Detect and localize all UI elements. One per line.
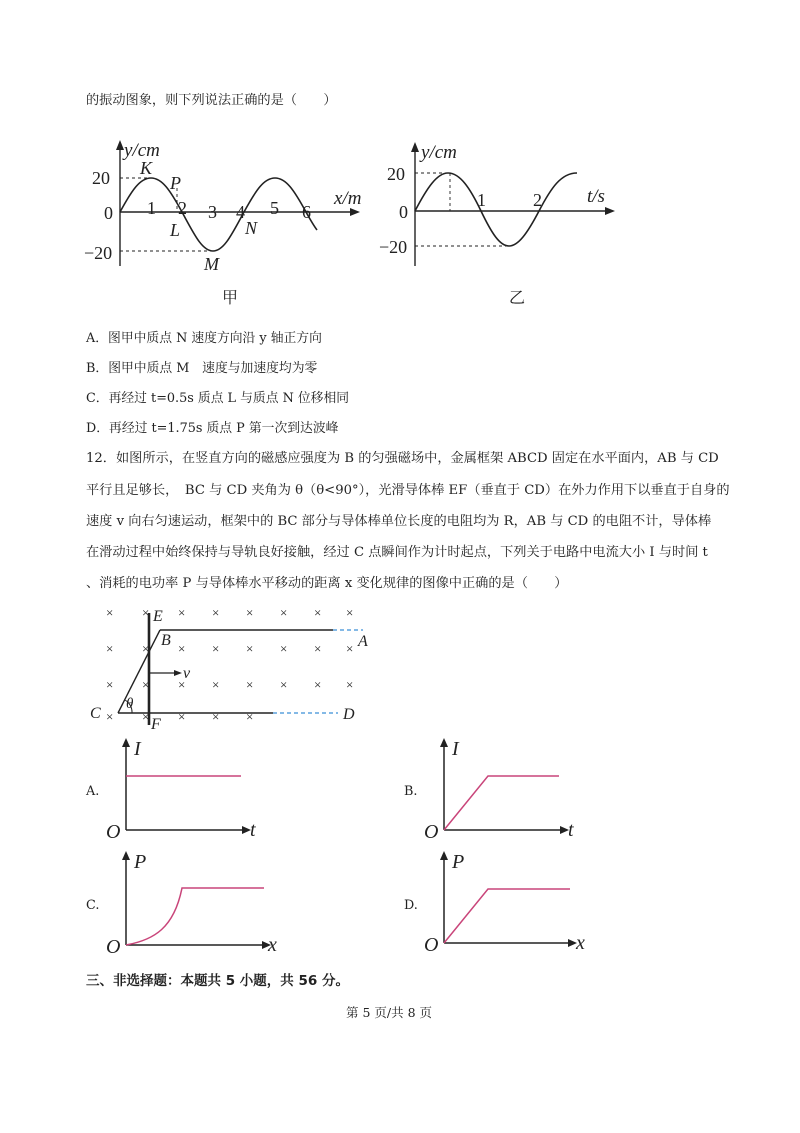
field-cross: × xyxy=(314,605,322,620)
frame-BC xyxy=(118,630,160,713)
label-D: D xyxy=(343,706,355,723)
graph-b-x: t xyxy=(568,819,574,841)
vib-origin: 0 xyxy=(399,202,408,222)
wave-tick: 1 xyxy=(147,198,156,218)
vib-tick: 2 xyxy=(533,190,542,210)
vib-x-label: t/s xyxy=(587,186,605,207)
q11-option-b: B．图甲中质点 M 速度与加速度均为零 xyxy=(86,361,318,376)
q11-option-a: A．图甲中质点 N 速度方向沿 y 轴正方向 xyxy=(86,331,322,346)
graph-option-d: D. xyxy=(404,898,418,913)
field-cross: × xyxy=(178,709,186,724)
graph-c-y: P xyxy=(134,851,147,873)
field-cross: × xyxy=(246,709,254,724)
wave-caption: 甲 xyxy=(222,288,239,307)
q12-line: 平行且足够长， BC 与 CD 夹角为 θ（θ<90°），光滑导体棒 EF（垂直于 CD）在外力作用下以垂直于自身的 xyxy=(86,483,730,498)
field-cross: × xyxy=(346,641,354,656)
answer-graph-b xyxy=(422,735,582,845)
field-cross: × xyxy=(346,605,354,620)
field-cross: × xyxy=(178,641,186,656)
graph-b-origin: O xyxy=(424,821,439,843)
wave-x-label: x/m xyxy=(334,188,362,209)
wave-y-label: y/cm xyxy=(124,140,160,161)
field-cross: × xyxy=(246,677,254,692)
point-M: M xyxy=(204,254,219,274)
wave-y-top: 20 xyxy=(92,168,110,188)
wave-tick: 4 xyxy=(236,202,245,222)
graph-option-c: C. xyxy=(86,898,100,913)
label-E: E xyxy=(153,608,163,625)
wave-tick: 2 xyxy=(178,198,187,218)
wave-origin: 0 xyxy=(104,203,113,223)
graph-c-x: x xyxy=(268,934,277,956)
field-cross: × xyxy=(280,641,288,656)
label-v: v xyxy=(183,665,191,682)
vib-y-top: 20 xyxy=(387,164,405,184)
answer-graph-c xyxy=(104,848,284,958)
field-cross: × xyxy=(346,677,354,692)
field-cross: × xyxy=(106,641,114,656)
wave-tick: 6 xyxy=(302,202,311,222)
field-cross: × xyxy=(142,677,150,692)
q12-line: 、消耗的电功率 P 与导体棒水平移动的距离 x 变化规律的图像中正确的是（ ） xyxy=(86,576,568,591)
vib-curve xyxy=(415,173,577,246)
field-cross: × xyxy=(280,677,288,692)
section-heading: 三、非选择题：本题共 5 小题，共 56 分。 xyxy=(86,973,349,989)
field-cross: × xyxy=(178,677,186,692)
vib-caption: 乙 xyxy=(509,288,526,307)
field-cross: × xyxy=(246,641,254,656)
label-C: C xyxy=(90,705,101,722)
field-cross: × xyxy=(314,677,322,692)
graph-option-a: A. xyxy=(86,784,100,799)
graph-c-origin: O xyxy=(106,936,121,958)
page-footer: 第 5 页/共 8 页 xyxy=(346,1005,433,1020)
q12-line: 速度 v 向右匀速运动，框架中的 BC 部分与导体棒单位长度的电阻均为 R，AB 与 CD 的电阻不计，导体棒 xyxy=(86,514,712,529)
field-cross: × xyxy=(280,605,288,620)
field-cross: × xyxy=(178,605,186,620)
answer-graph-d xyxy=(422,848,592,958)
label-A: A xyxy=(358,633,368,650)
field-cross: × xyxy=(246,605,254,620)
field-cross: × xyxy=(212,709,220,724)
q11-option-c: C．再经过 t=0.5s 质点 L 与质点 N 位移相同 xyxy=(86,391,350,406)
vib-y-bottom: −20 xyxy=(379,237,408,257)
wave-tick: 5 xyxy=(270,198,279,218)
q12-line: 在滑动过程中始终保持与导轨良好接触，经过 C 点瞬间作为计时起点，下列关于电路中电流大小 I 与时间 t xyxy=(86,545,708,560)
graph-a-y: I xyxy=(134,738,141,760)
field-cross: × xyxy=(314,641,322,656)
label-F: F xyxy=(151,716,161,733)
graph-a-x: t xyxy=(250,819,256,841)
label-B: B xyxy=(161,632,171,649)
field-cross: × xyxy=(142,641,150,656)
field-cross: × xyxy=(142,605,150,620)
point-K: K xyxy=(140,158,153,178)
point-N: N xyxy=(245,218,258,238)
field-cross: × xyxy=(212,605,220,620)
field-cross: × xyxy=(106,605,114,620)
vibration-graph xyxy=(365,140,625,290)
label-theta: θ xyxy=(126,696,134,712)
field-cross: × xyxy=(142,709,150,724)
curve-b xyxy=(444,776,559,830)
wave-y-bottom: −20 xyxy=(84,243,113,263)
field-cross: × xyxy=(106,677,114,692)
graph-d-y: P xyxy=(452,851,465,873)
field-cross: × xyxy=(106,709,114,724)
wave-tick: 3 xyxy=(208,202,217,222)
curve-d xyxy=(444,889,570,943)
vib-tick: 1 xyxy=(477,190,486,210)
curve-c xyxy=(126,888,264,945)
vib-y-label: y/cm xyxy=(421,142,457,163)
graph-d-origin: O xyxy=(424,934,439,956)
point-P: P xyxy=(170,173,181,193)
point-L: L xyxy=(170,220,181,240)
graph-a-origin: O xyxy=(106,821,121,843)
intro-line: 的振动图象，则下列说法正确的是（ ） xyxy=(86,93,337,108)
frame-diagram xyxy=(88,605,388,735)
field-cross: × xyxy=(212,641,220,656)
q12-line: 12．如图所示，在竖直方向的磁感应强度为 B 的匀强磁场中，金属框架 ABCD 固定在水平面内，AB 与 CD xyxy=(86,451,719,466)
graph-d-x: x xyxy=(576,932,585,954)
q11-option-d: D．再经过 t=1.75s 质点 P 第一次到达波峰 xyxy=(86,421,339,436)
graph-option-b: B. xyxy=(404,784,418,799)
field-cross: × xyxy=(212,677,220,692)
graph-b-y: I xyxy=(452,738,459,760)
answer-graph-a xyxy=(104,735,264,845)
